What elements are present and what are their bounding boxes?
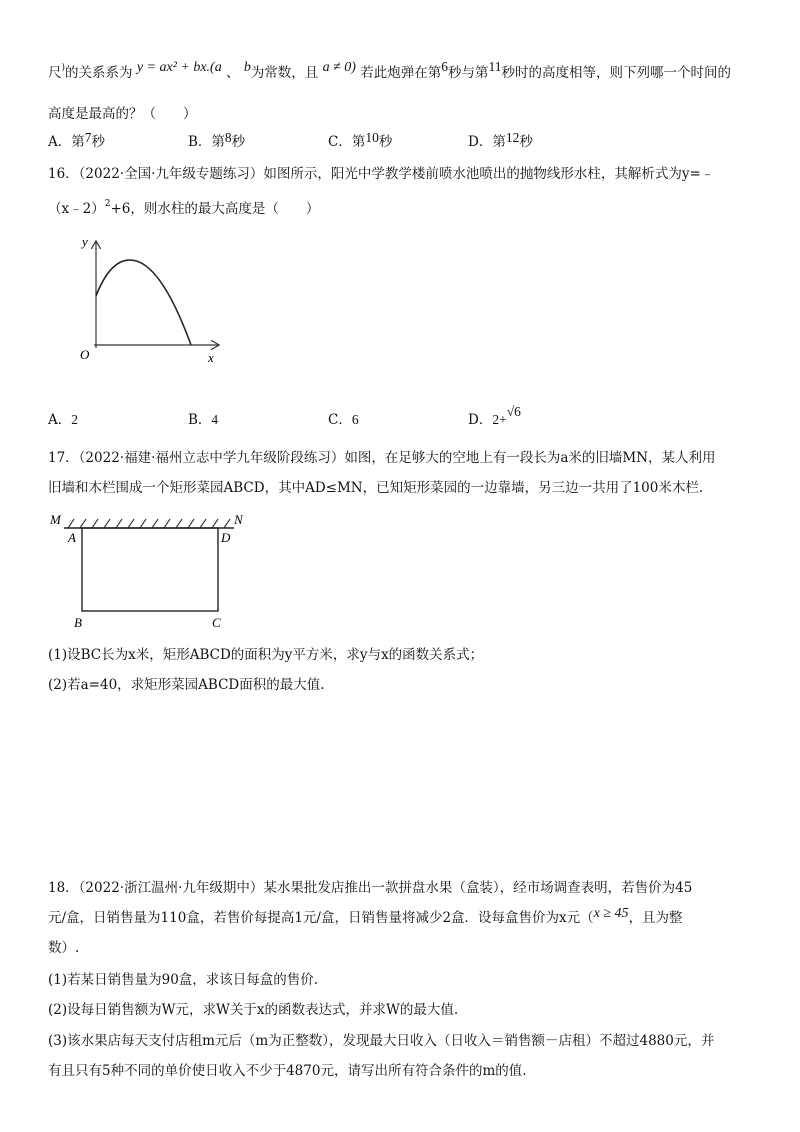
q16-parabola-curve xyxy=(96,260,191,345)
q16-option-c-value: 6 xyxy=(351,412,359,427)
q16-option-d-value: 2+ xyxy=(492,412,507,427)
q15-option-d-unit: 秒 xyxy=(519,134,533,150)
q16-option-a-value: 2 xyxy=(71,412,78,427)
q16-line1: 16．（2022·全国·九年级专题练习）如图所示，阳光中学教学楼前喷水池喷出的抛物线形水柱，其解析式为y=﹣ xyxy=(48,166,715,182)
q17-line2: 旧墙和木栏围成一个矩形菜园ABCD，其中AD≤MN，已知矩形菜园的一边靠墙，另三边一共用了100米木栏. xyxy=(48,480,704,496)
q16-option-b[interactable] xyxy=(188,410,218,430)
q16-formula-sup: 2 xyxy=(104,199,111,209)
q15-line1 xyxy=(48,58,731,84)
q15-cond: a ≠ 0) xyxy=(322,60,356,75)
q15-sep: 、 xyxy=(226,65,240,81)
q15-formula: y = ax² + bx.(a xyxy=(136,60,222,75)
q18-line2-a: 元/盒，日销售量为110盒，若售价每提高1元/盒，日销售量将减少2盒．设每盒售价为x元（ xyxy=(48,910,594,926)
q16-option-c-label: C． xyxy=(328,412,352,428)
q17-label-b: B xyxy=(74,615,82,630)
q16-option-d-sqrt: √6 xyxy=(506,404,521,419)
q16-option-a-label: A． xyxy=(48,412,72,428)
q16-formula-a: （x﹣2） xyxy=(48,201,105,217)
q17-wall-hatching xyxy=(68,519,230,528)
q18-sub3-line2: 有且只有5种不同的单价使日收入不少于4870元，请写出所有符合条件的m的值. xyxy=(48,1063,527,1079)
q15-b: b xyxy=(243,60,251,75)
q16-y-label: y xyxy=(82,234,88,249)
q16-origin-label: O xyxy=(80,347,90,362)
q15-text-prefix: 尺 xyxy=(48,65,62,81)
q15-text3: 若此炮弹在第 xyxy=(360,65,442,81)
q15-option-c-label: C．第 xyxy=(328,134,366,150)
q15-option-b-unit: 秒 xyxy=(231,134,246,150)
q16-formula-b: +6，则水柱的最大高度是（ ） xyxy=(110,201,320,217)
q15-option-a-unit: 秒 xyxy=(91,134,105,150)
q18-cond: x ≥ 45 xyxy=(593,906,629,921)
q18-line3: 数）. xyxy=(48,940,80,956)
q17-rectangle-abcd xyxy=(82,528,218,611)
q15-option-b[interactable] xyxy=(188,132,245,152)
q15-n1: 6 xyxy=(441,59,449,74)
q16-option-b-value: 4 xyxy=(211,412,219,427)
q16-option-b-label: B． xyxy=(188,412,212,428)
q15-option-c-unit: 秒 xyxy=(378,134,393,150)
q15-option-d[interactable] xyxy=(468,132,533,152)
q17-label-m: M xyxy=(50,512,61,527)
q16-x-label: x xyxy=(208,350,214,365)
q15-option-d-label: D．第 xyxy=(468,134,506,150)
q15-option-b-label: B．第 xyxy=(188,134,225,150)
q17-line1: 17．（2022·福建·福州立志中学九年级阶段练习）如图，在足够大的空地上有一段长为a米的旧墙MN，某人利用 xyxy=(48,450,716,466)
q15-option-a-label: A．第 xyxy=(48,134,85,150)
q15-option-d-value: 12 xyxy=(505,130,520,145)
q15-text1: 的关系系为 xyxy=(65,65,133,81)
q15-line2: 高度是最高的？（ ） xyxy=(48,106,197,122)
q16-option-a[interactable] xyxy=(48,410,78,430)
q15-text2: 为常数，且 xyxy=(250,65,319,81)
q15-text5: 秒时的高度相等，则下列哪一个时间的 xyxy=(501,65,732,81)
q17-sub2: (2)若a=40，求矩形菜园ABCD面积的最大值. xyxy=(48,677,325,693)
q15-paren: ) xyxy=(61,63,66,73)
q15-text4: 秒与第 xyxy=(448,65,489,81)
q17-sub1: (1)设BC长为x米，矩形ABCD的面积为y平方米，求y与x的函数关系式； xyxy=(48,647,484,663)
q15-option-c-value: 10 xyxy=(365,130,379,145)
q16-line2 xyxy=(48,194,319,219)
q15-option-a-value: 7 xyxy=(84,130,92,145)
q18-sub1: (1)若某日销售量为90盒，求该日每盒的售价. xyxy=(48,972,319,988)
q17-label-n: N xyxy=(234,512,243,527)
q15-option-c[interactable] xyxy=(328,132,392,152)
q16-parabola-graph xyxy=(70,230,230,370)
q16-option-d-label: D． xyxy=(468,412,493,428)
q17-label-a: A xyxy=(68,530,76,545)
q16-option-c[interactable] xyxy=(328,410,359,430)
q15-n2: 11 xyxy=(488,59,502,74)
q17-label-d: D xyxy=(221,530,231,545)
q17-garden-figure xyxy=(46,508,256,630)
q17-label-c: C xyxy=(212,615,221,630)
q15-option-a[interactable] xyxy=(48,132,105,152)
q15-option-b-value: 8 xyxy=(224,130,232,145)
q18-line2 xyxy=(48,908,683,929)
q18-line1: 18．（2022·浙江温州·九年级期中）某水果批发店推出一款拼盘水果（盒装），经市场调查表明，若售价为45 xyxy=(48,880,693,896)
q16-option-d[interactable] xyxy=(468,404,521,430)
q18-sub3-line1: (3)该水果店每天支付店租m元后（m为正整数），发现最大日收入（日收入＝销售额－店租）不超过4880元，并 xyxy=(48,1033,715,1049)
q18-sub2: (2)设每日销售额为W元，求W关于x的函数表达式，并求W的最大值. xyxy=(48,1002,459,1018)
q18-line2-b: ，且为整 xyxy=(628,910,683,926)
